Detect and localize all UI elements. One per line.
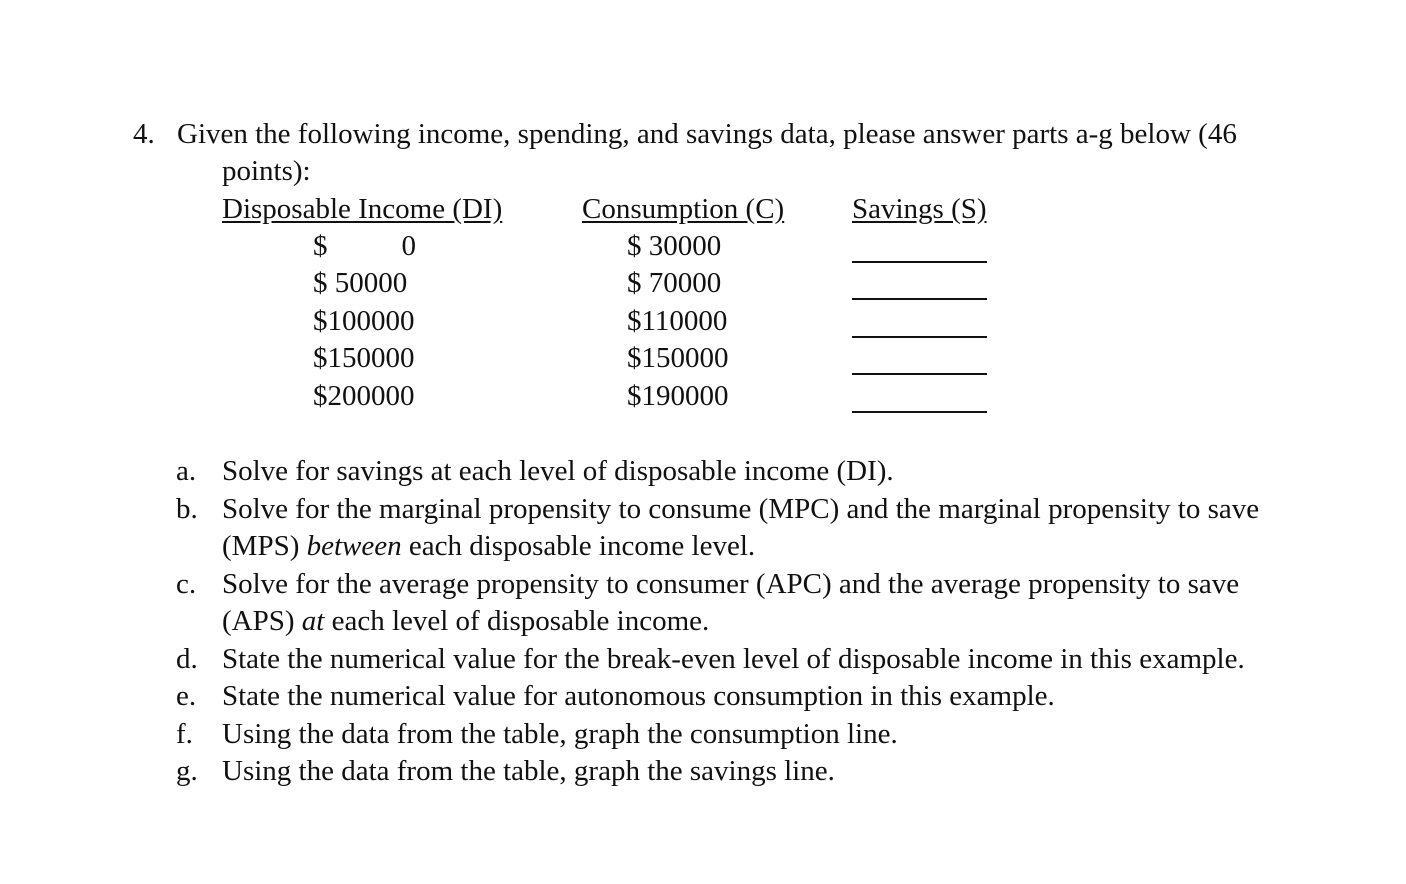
part-marker: a. [176, 455, 197, 487]
part-marker: f. [176, 718, 193, 750]
question-stem-line1: Given the following income, spending, and savings data, please answer parts a-g below (46 [177, 118, 1237, 150]
part-text: State the numerical value for autonomous consumption in this example. [222, 680, 1055, 712]
di-sign: $ [313, 230, 328, 262]
header-savings: Savings (S) [852, 193, 987, 225]
part-text-line1: Solve for the marginal propensity to consume (MPC) and the marginal propensity to save [222, 493, 1260, 525]
di-value: $ 50000 [313, 267, 408, 299]
savings-answer-blank[interactable] [852, 411, 987, 413]
consumption-value: $110000 [627, 305, 728, 337]
part-text-post: each disposable income level. [401, 530, 756, 562]
consumption-value: $190000 [627, 380, 729, 412]
consumption-value: $ 30000 [627, 230, 722, 262]
part-text: Solve for savings at each level of disposable income (DI). [222, 455, 894, 487]
header-disposable-income: Disposable Income (DI) [222, 193, 503, 225]
consumption-value: $ 70000 [627, 267, 722, 299]
part-text: Using the data from the table, graph the consumption line. [222, 718, 898, 750]
part-marker: g. [176, 755, 198, 787]
savings-answer-blank[interactable] [852, 373, 987, 375]
savings-answer-blank[interactable] [852, 298, 987, 300]
di-value: $150000 [313, 342, 415, 374]
savings-answer-blank[interactable] [852, 336, 987, 338]
part-text-post: each level of disposable income. [324, 605, 710, 637]
savings-answer-blank[interactable] [852, 261, 987, 263]
consumption-value: $150000 [627, 342, 729, 374]
part-marker: e. [176, 680, 197, 712]
part-text-pre: (APS) [222, 605, 302, 637]
part-marker: d. [176, 643, 198, 675]
question-stem-line2: points): [222, 155, 311, 187]
header-consumption: Consumption (C) [582, 193, 785, 225]
part-text: Using the data from the table, graph the savings line. [222, 755, 835, 787]
part-text: State the numerical value for the break-even level of disposable income in this example. [222, 643, 1245, 675]
part-text-line2 [222, 529, 755, 563]
di-value: $200000 [313, 380, 415, 412]
part-text-pre: (MPS) [222, 530, 307, 562]
di-value: $100000 [313, 305, 415, 337]
part-marker: b. [176, 493, 198, 525]
part-text-line1: Solve for the average propensity to consumer (APC) and the average propensity to save [222, 568, 1240, 600]
di-value: 0 [401, 230, 416, 262]
part-text-emphasis: between [306, 530, 402, 562]
part-marker: c. [176, 568, 197, 600]
question-number: 4. [133, 118, 155, 150]
part-text-line2 [222, 604, 709, 638]
part-text-emphasis: at [301, 605, 325, 637]
